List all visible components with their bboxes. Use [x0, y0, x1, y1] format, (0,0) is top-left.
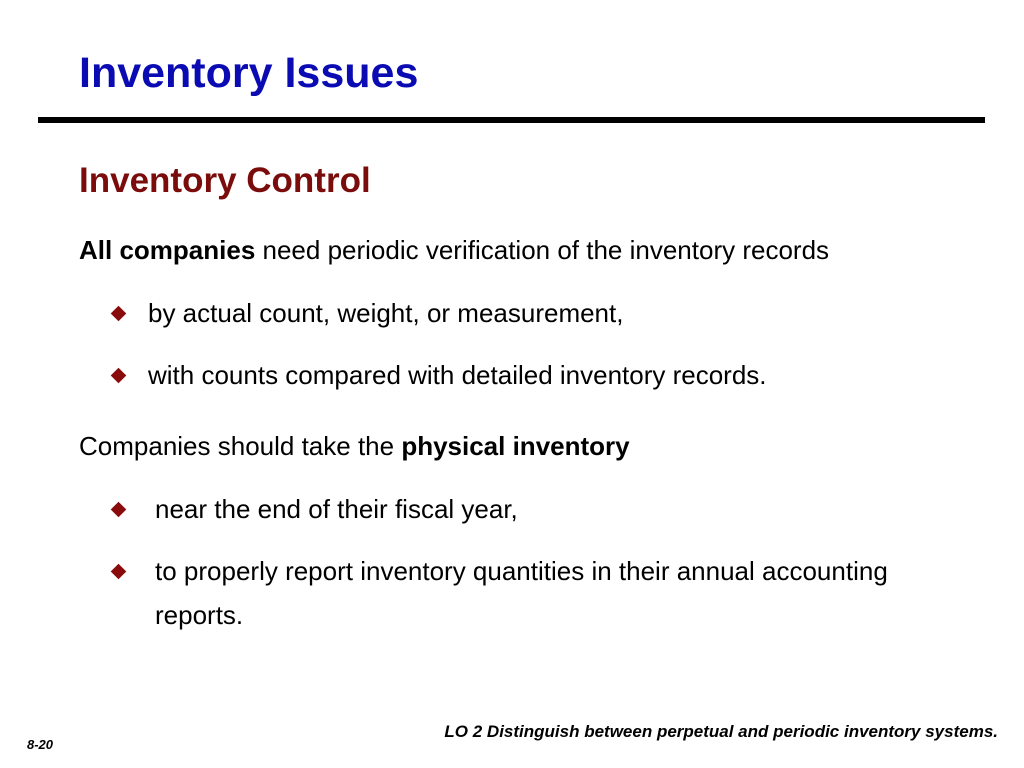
paragraph-bold-term: physical inventory: [401, 431, 630, 461]
bullet-item: by actual count, weight, or measurement,: [148, 298, 624, 328]
diamond-bullet-icon: [111, 564, 127, 580]
diamond-bullet-icon: [111, 306, 127, 322]
bullet-item: to properly report inventory quantities in their annual accounting reports.: [155, 556, 888, 630]
paragraph-physical-inventory: [79, 433, 630, 459]
title-divider-rule: [38, 117, 985, 123]
page-number: 8-20: [27, 737, 54, 752]
bullet-item: near the end of their fiscal year,: [155, 494, 518, 524]
paragraph-bold-lead: All companies: [79, 235, 256, 265]
section-subtitle: Inventory Control: [79, 161, 371, 200]
slide-title: Inventory Issues: [79, 49, 419, 97]
bullet-item: with counts compared with detailed inventory records.: [148, 360, 767, 390]
diamond-bullet-icon: [111, 502, 127, 518]
paragraph-all-companies: [79, 237, 829, 263]
learning-objective-footer: LO 2 Distinguish between perpetual and periodic inventory systems.: [444, 722, 998, 741]
paragraph-text: need periodic verification of the inventory records: [255, 235, 830, 265]
paragraph-text: Companies should take the: [79, 431, 402, 461]
diamond-bullet-icon: [111, 368, 127, 384]
